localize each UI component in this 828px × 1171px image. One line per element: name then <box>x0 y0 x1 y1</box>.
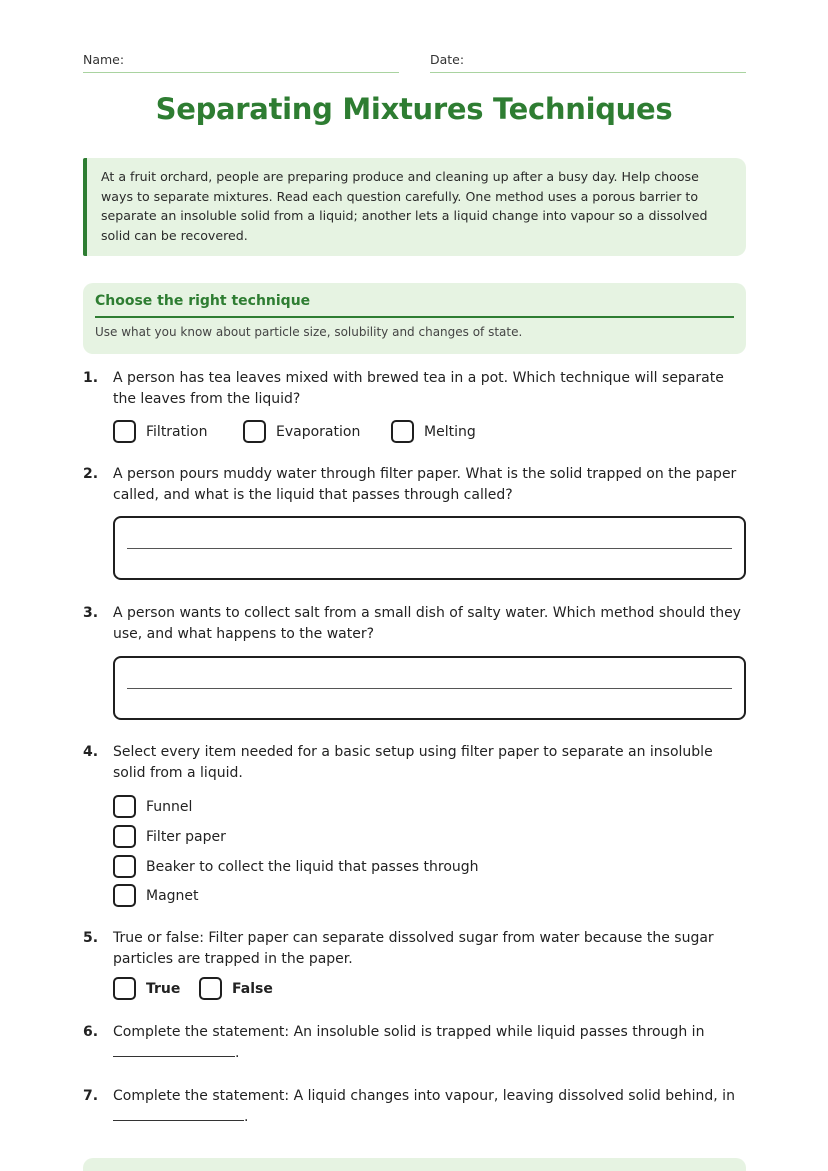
date-field[interactable] <box>430 52 746 73</box>
question-number: 5. <box>83 930 99 946</box>
checkbox[interactable] <box>113 420 136 443</box>
checkbox[interactable] <box>113 825 136 848</box>
question-number: 4. <box>83 744 99 760</box>
checkbox[interactable] <box>391 420 414 443</box>
option-evaporation[interactable] <box>243 420 360 443</box>
option-funnel[interactable] <box>113 795 192 818</box>
checkbox[interactable] <box>113 795 136 818</box>
option-label: Filtration <box>146 423 208 440</box>
option-melting[interactable] <box>391 420 476 443</box>
question-number: 7. <box>83 1088 99 1104</box>
option-label: Funnel <box>146 798 193 815</box>
checkbox[interactable] <box>199 977 222 1000</box>
option-label: Magnet <box>146 887 199 904</box>
question-5 <box>83 928 746 970</box>
answer-box-3[interactable] <box>113 656 746 720</box>
section-title: Choose the right technique <box>95 293 734 318</box>
option-filtration[interactable] <box>113 420 207 443</box>
question-text: A person has tea leaves mixed with brewed tea in a pot. Which technique will separate the leaves from the liquid? <box>113 370 724 407</box>
option-true[interactable] <box>113 977 180 1000</box>
question-7 <box>83 1086 746 1128</box>
option-label: Melting <box>424 423 476 440</box>
question-number: 1. <box>83 370 99 386</box>
intro-panel <box>83 158 746 256</box>
option-magnet[interactable] <box>113 884 199 907</box>
section-subtitle: Use what you know about particle size, solubility and changes of state. <box>95 325 523 339</box>
question-text: True or false: Filter paper can separate dissolved sugar from water because the sugar particles are trapped in the paper. <box>113 930 714 967</box>
fill-blank[interactable] <box>113 1107 244 1121</box>
question-2 <box>83 464 746 506</box>
question-text: A person wants to collect salt from a small dish of salty water. Which method should they use, and what happens to the water? <box>113 605 741 642</box>
option-false[interactable] <box>199 977 273 1000</box>
question-6 <box>83 1022 746 1064</box>
page-title: Separating Mixtures Techniques <box>155 92 673 126</box>
question-number: 2. <box>83 466 99 482</box>
name-label: Name: <box>83 52 125 67</box>
statement-text: Complete the statement: A liquid changes into vapour, leaving dissolved solid behind, in <box>113 1088 735 1104</box>
question-4 <box>83 742 746 784</box>
checkbox[interactable] <box>113 977 136 1000</box>
statement-end: . <box>235 1044 240 1061</box>
option-beaker[interactable] <box>113 855 479 878</box>
answer-line <box>127 548 732 549</box>
question-text: Select every item needed for a basic setup using filter paper to separate an insoluble solid from a liquid. <box>113 744 713 781</box>
section-header <box>83 283 746 354</box>
question-text: A person pours muddy water through filter paper. What is the solid trapped on the paper called, and what is the liquid that passes through called? <box>113 466 737 503</box>
name-field[interactable] <box>83 52 399 73</box>
statement-end: . <box>244 1108 249 1125</box>
option-label: True <box>146 980 181 997</box>
fill-blank[interactable] <box>113 1043 235 1057</box>
answer-line <box>127 688 732 689</box>
question-number: 6. <box>83 1024 99 1040</box>
question-text <box>113 1022 746 1063</box>
option-label: Beaker to collect the liquid that passes through <box>146 858 479 875</box>
option-label: Evaporation <box>276 423 361 440</box>
next-section-panel <box>83 1158 746 1171</box>
question-number: 3. <box>83 605 99 621</box>
question-text <box>113 1086 746 1127</box>
option-label: Filter paper <box>146 828 226 845</box>
statement-text: Complete the statement: An insoluble solid is trapped while liquid passes through in <box>113 1024 705 1040</box>
option-filter-paper[interactable] <box>113 825 226 848</box>
checkbox[interactable] <box>243 420 266 443</box>
answer-box-2[interactable] <box>113 516 746 580</box>
intro-text: At a fruit orchard, people are preparing produce and cleaning up after a busy day. Help choose ways to separate mixtures. Read each question carefully. One method uses a porous barrier to separate an insoluble solid from a liquid; another lets a liquid change into vapour so a dissolved solid can be recovered. <box>101 169 708 243</box>
question-3 <box>83 603 746 645</box>
date-label: Date: <box>430 52 465 67</box>
option-label: False <box>232 980 273 997</box>
checkbox[interactable] <box>113 855 136 878</box>
question-1 <box>83 368 746 410</box>
checkbox[interactable] <box>113 884 136 907</box>
